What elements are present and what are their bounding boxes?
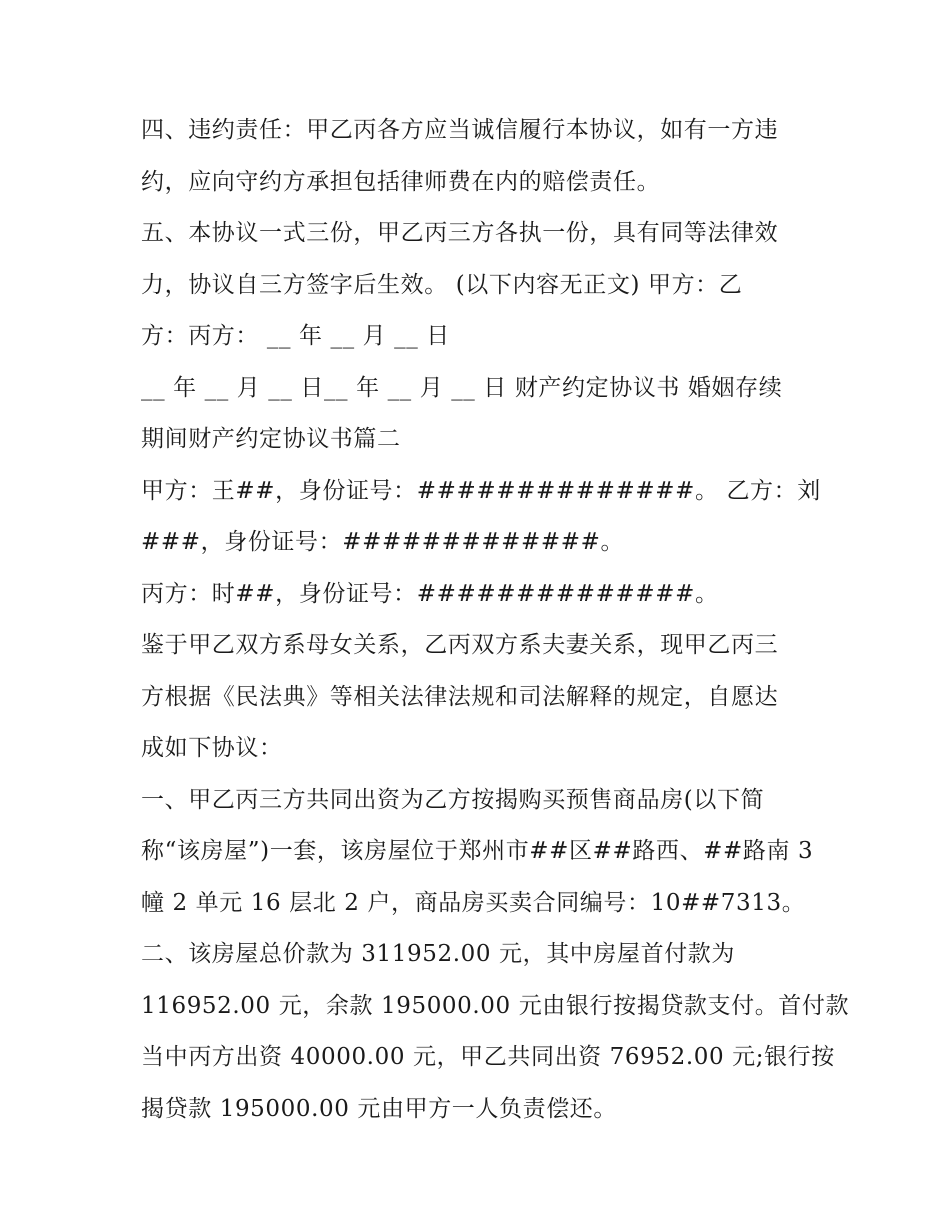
document-body xyxy=(141,105,850,1135)
text-line: 成如下协议： xyxy=(141,735,283,761)
text-line: 方根据《民法典》等相关法律法规和司法解释的规定，自愿达 xyxy=(141,683,779,710)
text-line: 揭贷款 195000.00 元由甲方一人负责偿还。 xyxy=(141,1095,617,1122)
text-line: 称“该房屋”)一套，该房屋位于郑州市##区##路西、##路南 3 xyxy=(141,838,814,864)
text-line: 116952.00 元，余款 195000.00 元由银行按揭贷款支付。首付款 xyxy=(141,992,850,1019)
text-line: 甲方：王##，身份证号：##############。 乙方：刘 xyxy=(141,477,821,504)
text-line: 鉴于甲乙双方系母女关系，乙丙双方系夫妻关系，现甲乙丙三 xyxy=(141,632,779,658)
text-line: 期间财产约定协议书篇二 xyxy=(141,426,401,452)
text-line: 幢 2 单元 16 层北 2 户，商品房买卖合同编号：10##7313。 xyxy=(141,889,806,916)
text-line: ###，身份证号：#############。 xyxy=(141,529,625,555)
text-line: 力，协议自三方签字后生效。 (以下内容无正文) 甲方：乙 xyxy=(141,271,743,298)
text-line: 四、违约责任：甲乙丙各方应当诚信履行本协议，如有一方违 xyxy=(141,117,779,143)
text-line: __ 年 __ 月 __ 日__ 年 __ 月 __ 日 财产约定协议书 婚姻存续 xyxy=(141,374,783,401)
text-line: 方：丙方： __ 年 __ 月 __ 日 xyxy=(141,323,450,349)
text-line: 约，应向守约方承担包括律师费在内的赔偿责任。 xyxy=(141,168,661,195)
text-line: 二、该房屋总价款为 311952.00 元，其中房屋首付款为 xyxy=(141,941,735,967)
text-line: 当中丙方出资 40000.00 元，甲乙共同出资 76952.00 元;银行按 xyxy=(141,1044,835,1070)
text-line: 丙方：时##，身份证号：##############。 xyxy=(141,580,719,607)
text-line: 五、本协议一式三份，甲乙丙三方各执一份，具有同等法律效 xyxy=(141,220,779,246)
text-line: 一、甲乙丙三方共同出资为乙方按揭购买预售商品房(以下简 xyxy=(141,786,765,813)
